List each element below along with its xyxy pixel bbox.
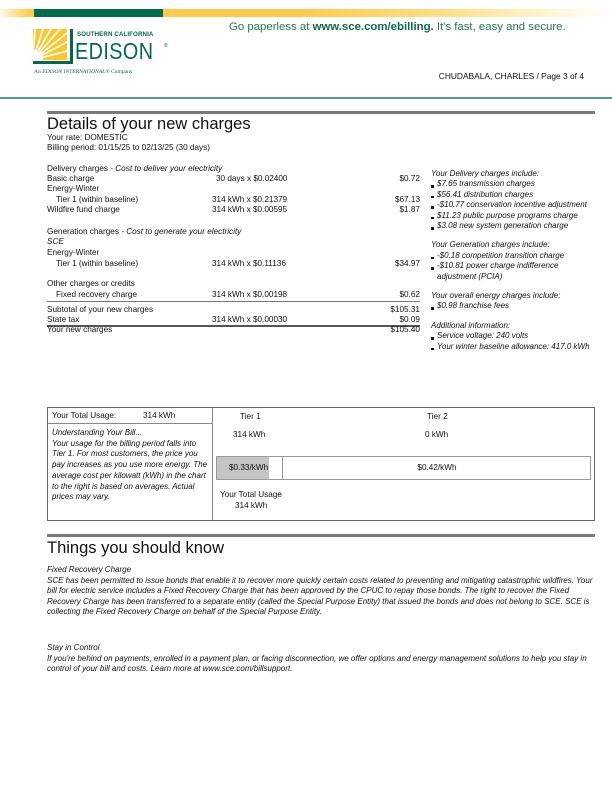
delivery-heading [47, 164, 222, 174]
charge-amount: $67.13 [394, 195, 420, 204]
total-row [47, 315, 420, 325]
brand-green-segment [34, 9, 163, 17]
usage-marker-label: Your Total Usage [220, 490, 282, 499]
promo-suffix: It's fast, easy and secure. [433, 21, 566, 33]
details-title: Details of your new charges [47, 115, 251, 133]
brand-color-bar [0, 9, 612, 17]
charge-calc: 314 kWh x $0.00595 [212, 205, 288, 214]
tier-price-bar [216, 456, 591, 480]
brand-top-text: SOUTHERN CALIFORNIA [77, 31, 154, 38]
note-item: $56.41 distribution charges [431, 190, 596, 200]
note-item: $11.23 public purpose programs charge [431, 211, 596, 221]
sce-logo [33, 29, 73, 64]
total-usage-label: Your Total Usage: [52, 411, 117, 420]
fixed-recovery-notice [47, 565, 595, 618]
note-item: Your winter baseline allowance: 417.0 kWh [431, 342, 596, 352]
overall-notes-list [431, 301, 596, 311]
note-item: -$10.81 power charge indifference adjustment (PCIA) [431, 261, 596, 282]
usage-marker-value: 314 kWh [235, 501, 268, 510]
charge-label: Tier 1 (within baseline) [56, 259, 139, 268]
charge-label: Wildfire fund charge [47, 205, 120, 214]
total-amount: $105.31 [390, 305, 420, 314]
charge-row [47, 205, 420, 215]
charge-calc: 314 kWh x $0.21379 [212, 195, 288, 204]
delivery-notes-list [431, 179, 596, 231]
promo-prefix: Go paperless at [229, 21, 313, 33]
generation-provider: SCE [47, 237, 64, 246]
other-heading: Other charges or credits [47, 279, 135, 288]
charge-amount: $0.62 [399, 290, 420, 299]
header-divider [0, 97, 612, 99]
understanding-bill-title: Understanding Your Bill... [52, 428, 143, 437]
tagline-prefix: An [34, 69, 41, 75]
grand-total-amount: $105.40 [390, 325, 420, 334]
generation-heading [47, 227, 241, 237]
charge-calc: 30 days x $0.02400 [216, 174, 288, 183]
total-label: Subtotal of your new charges [47, 305, 154, 314]
logo-frame [33, 29, 73, 64]
charge-row [47, 248, 420, 258]
customer-page-indicator: CHUDABALA, CHARLES / Page 3 of 4 [438, 71, 584, 81]
grand-total-row [47, 325, 420, 335]
tier2-price: $0.42/kWh [417, 463, 457, 472]
charge-amount: $34.97 [394, 259, 420, 268]
tier1-price-segment [217, 457, 283, 479]
tier2-label: Tier 2 [427, 412, 448, 421]
note-item: $7.65 transmission charges [431, 179, 596, 189]
delivery-subheading: - Cost to deliver your electricity [107, 164, 223, 173]
tier1-label: Tier 1 [240, 412, 261, 421]
generation-subheading: - Cost to generate your electricity [118, 227, 242, 236]
section-divider [47, 111, 595, 114]
note-item: -$0.18 competition transition charge [431, 251, 596, 261]
charge-row [47, 184, 420, 194]
total-usage-value: 314 kWh [143, 411, 176, 420]
generation-notes-heading: Your Generation charges include: [431, 240, 550, 250]
note-item: Service voltage: 240 volts [431, 331, 596, 341]
note-item: $0.98 franchise fees [431, 301, 596, 311]
notice-body: SCE has been permitted to issue bonds that enable it to recover more quickly certain costs related to preventing and mitigating catastrophic wildfires. Your bill for electric service includes a Fixed Recovery Charge that has been approved by the CPUC to repay those bonds. The right to recover the Fixed Recovery Charge has been transferred to a separate entity (called the Special Purpose Entity) that issued the bonds and does not belong to SCE. SCE is collecting the Fixed Recovery Charge on behalf of the Special Purpose Entity. [47, 575, 593, 617]
generation-heading-text: Generation charges [47, 227, 119, 236]
charge-label: Basic charge [47, 174, 95, 183]
section-divider [47, 534, 595, 537]
note-item: -$10.77 conservation incentive adjustment [431, 200, 596, 210]
charge-row [47, 290, 420, 300]
notice-heading: Fixed Recovery Charge [47, 565, 132, 574]
total-usage-row [48, 408, 212, 424]
delivery-notes-heading: Your Delivery charges include: [431, 169, 540, 178]
generation-notes-list [431, 251, 596, 282]
charge-amount: $1.87 [399, 205, 420, 214]
additional-info-heading: Additional information: [431, 320, 511, 330]
things-title: Things you should know [47, 539, 225, 557]
brand-name: EDISON [75, 38, 154, 64]
delivery-heading-text: Delivery charges [47, 164, 108, 173]
charge-amount: $0.72 [399, 174, 420, 183]
total-label: State tax [47, 315, 80, 324]
paperless-promo [229, 21, 566, 33]
tier1-price: $0.33/kWh [229, 463, 269, 472]
tier2-kwh: 0 kWh [425, 430, 449, 439]
tagline-name: EDISON INTERNATIONAL® [42, 69, 110, 75]
charge-label: Energy-Winter [47, 184, 100, 193]
total-row [47, 305, 420, 315]
understanding-bill-body: Your usage for the billing period falls into Tier 1. For most customers, the price you pay increases as you use more energy. The average cost per kilowatt (kWh) in the chart to the right is based on averages. Actual prices may vary. [52, 438, 208, 502]
charge-row [47, 174, 420, 184]
usage-explanation-panel [48, 408, 213, 520]
tier1-kwh: 314 kWh [233, 430, 266, 439]
subtotal-divider [47, 301, 420, 302]
total-amount: $0.09 [399, 315, 420, 324]
charge-row [47, 195, 420, 205]
charge-calc: 314 kWh x $0.00198 [212, 290, 288, 299]
overall-notes-heading: Your overall energy charges include: [431, 291, 561, 301]
tagline-suffix: Company [110, 69, 133, 75]
understanding-bill-text [52, 428, 210, 503]
usage-summary-box [47, 407, 595, 521]
notice-heading: Stay in Control [47, 643, 100, 652]
billing-period: Billing period: 01/15/25 to 02/13/25 (30 days) [47, 143, 210, 152]
note-item: $3.08 new system generation charge [431, 221, 596, 231]
charge-label: Tier 1 (within baseline) [56, 195, 139, 204]
charge-label: Energy-Winter [47, 248, 100, 257]
ebilling-link[interactable]: www.sce.com/ebilling. [312, 21, 434, 33]
charge-row [47, 259, 420, 269]
grand-total-label: Your new charges [47, 325, 113, 334]
brand-tagline [34, 69, 133, 75]
stay-in-control-notice [47, 643, 595, 675]
charge-label: Fixed recovery charge [56, 290, 137, 299]
charges-notes [431, 169, 596, 352]
charge-calc: 314 kWh x $0.11136 [212, 259, 286, 268]
brand-registered-mark: ® [164, 43, 168, 49]
additional-info-list [431, 331, 596, 352]
total-calc: 314 kWh x $0.00030 [212, 315, 288, 324]
rate-label: Your rate: DOMESTIC [47, 133, 128, 142]
notice-body: If you're behind on payments, enrolled in a payment plan, or facing disconnection, we offer options and energy management solutions to help you stay in control of your bill and costs. Learn more at www.sce.com/billsupport. [47, 653, 587, 674]
